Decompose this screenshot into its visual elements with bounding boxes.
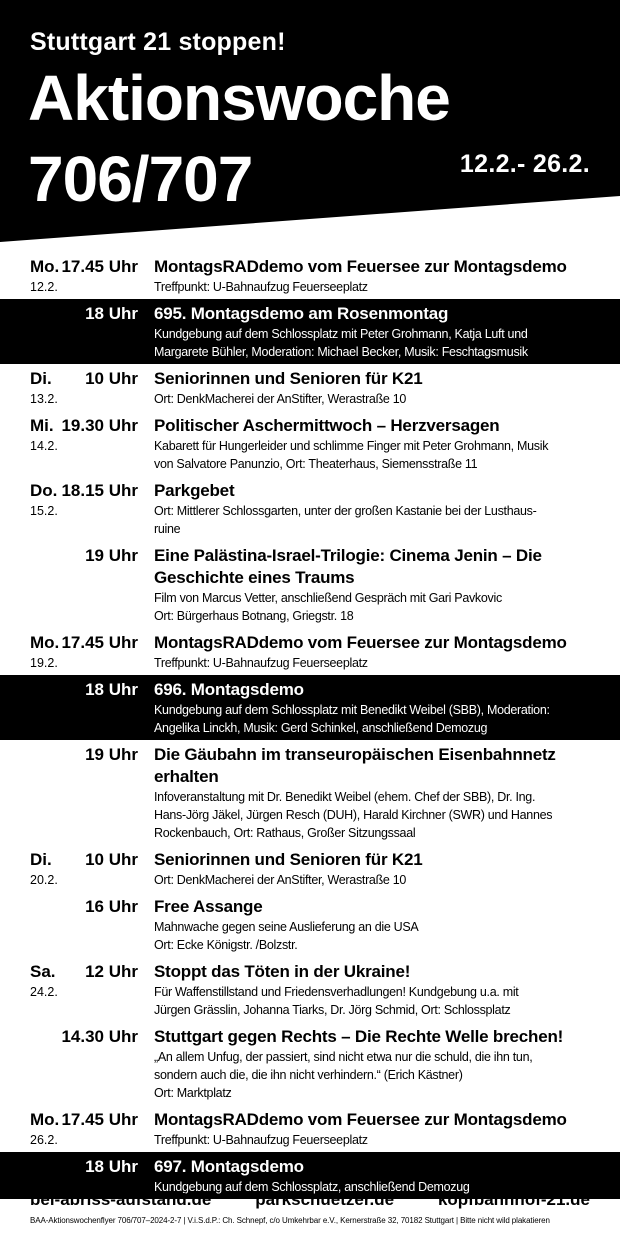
event-date: 15.2. bbox=[30, 504, 58, 518]
footer-link-bei-abriss-aufstand[interactable]: bei-abriss-aufstand.de bbox=[30, 1190, 212, 1209]
event-title: Die Gäubahn im transeuropäischen Eisenbahnnetz erhalten bbox=[154, 745, 556, 786]
event-time: 16 Uhr bbox=[85, 897, 138, 916]
event-row bbox=[0, 252, 620, 299]
event-body bbox=[154, 1109, 594, 1149]
event-title: Seniorinnen und Senioren für K21 bbox=[154, 369, 423, 388]
header-banner bbox=[0, 0, 620, 242]
event-description-line: Infoveranstaltung mit Dr. Benedikt Weibel (ehem. Chef der SBB), Dr. Ing. bbox=[154, 790, 536, 804]
event-body bbox=[154, 303, 594, 361]
event-description-line: Margarete Bühler, Moderation: Michael Becker, Musik: Feschtagsmusik bbox=[154, 345, 528, 359]
event-date: 24.2. bbox=[30, 985, 58, 999]
event-title: MontagsRADdemo vom Feuersee zur Montagsdemo bbox=[154, 633, 567, 652]
event-description-line: Rockenbauch, Ort: Rathaus, Großer Sitzungssaal bbox=[154, 826, 416, 840]
event-description-line: Ort: Ecke Königstr. /Bolzstr. bbox=[154, 938, 298, 952]
event-row bbox=[0, 299, 620, 364]
event-description-line: Kundgebung auf dem Schlossplatz, anschließend Demozug bbox=[154, 1180, 470, 1194]
event-title: Seniorinnen und Senioren für K21 bbox=[154, 850, 423, 869]
event-description-line: Kundgebung auf dem Schlossplatz mit Benedikt Weibel (SBB), Moderation: bbox=[154, 703, 550, 717]
event-title: MontagsRADdemo vom Feuersee zur Montagsdemo bbox=[154, 257, 567, 276]
event-time: 18.15 Uhr bbox=[61, 481, 138, 500]
event-date: 26.2. bbox=[30, 1133, 58, 1147]
event-weekday: Di. bbox=[30, 850, 52, 869]
event-time: 17.45 Uhr bbox=[61, 1110, 138, 1129]
event-row bbox=[0, 675, 620, 740]
event-title: 695. Montagsdemo am Rosenmontag bbox=[154, 304, 449, 323]
event-date: 14.2. bbox=[30, 439, 58, 453]
header-subtitle: Stuttgart 21 stoppen! bbox=[30, 28, 286, 56]
event-description-line: Ort: DenkMacherei der AnStifter, Werastraße 10 bbox=[154, 392, 407, 406]
event-row bbox=[0, 541, 620, 628]
event-body bbox=[154, 1026, 594, 1102]
event-time: 19.30 Uhr bbox=[61, 416, 138, 435]
event-time: 12 Uhr bbox=[85, 962, 138, 981]
event-row bbox=[0, 476, 620, 541]
event-weekday: Sa. bbox=[30, 962, 56, 981]
event-description-line: Kundgebung auf dem Schlossplatz mit Peter Grohmann, Katja Luft und bbox=[154, 327, 528, 341]
event-description-line: Treffpunkt: U-Bahnaufzug Feuerseeplatz bbox=[154, 656, 368, 670]
event-row bbox=[0, 411, 620, 476]
event-description-line: „An allem Unfug, der passiert, sind nicht etwa nur die schuld, die ihn tun, bbox=[154, 1050, 533, 1064]
event-body bbox=[154, 896, 594, 954]
event-title: Stoppt das Töten in der Ukraine! bbox=[154, 962, 411, 981]
event-description-line: Treffpunkt: U-Bahnaufzug Feuerseeplatz bbox=[154, 1133, 368, 1147]
event-body bbox=[154, 632, 594, 672]
event-time: 18 Uhr bbox=[85, 304, 138, 323]
event-body bbox=[154, 545, 594, 625]
event-title: 696. Montagsdemo bbox=[154, 680, 304, 699]
footer-link-parkschuetzer[interactable]: parkschuetzer.de bbox=[255, 1190, 395, 1209]
event-description-line: Mahnwache gegen seine Auslieferung an die USA bbox=[154, 920, 419, 934]
header-date-range: 12.2.- 26.2. bbox=[459, 150, 590, 178]
header-title: Aktionswoche bbox=[28, 62, 450, 134]
event-description-line: sondern auch die, die ihn nicht verhindern.“ (Erich Kästner) bbox=[154, 1068, 463, 1082]
event-body bbox=[154, 849, 594, 889]
event-time: 18 Uhr bbox=[85, 1157, 138, 1176]
event-body bbox=[154, 744, 594, 842]
event-time: 10 Uhr bbox=[85, 369, 138, 388]
event-time: 17.45 Uhr bbox=[61, 257, 138, 276]
event-time: 17.45 Uhr bbox=[61, 633, 138, 652]
event-title: Free Assange bbox=[154, 897, 263, 916]
event-row bbox=[0, 1105, 620, 1152]
event-body bbox=[154, 480, 594, 538]
event-row bbox=[0, 892, 620, 957]
event-body bbox=[154, 415, 594, 473]
event-title: Stuttgart gegen Rechts – Die Rechte Welle brechen! bbox=[154, 1027, 564, 1046]
event-row bbox=[0, 1022, 620, 1105]
event-description-line: Angelika Linckh, Musik: Gerd Schinkel, anschließend Demozug bbox=[154, 721, 488, 735]
event-description-line: Treffpunkt: U-Bahnaufzug Feuerseeplatz bbox=[154, 280, 368, 294]
event-weekday: Mi. bbox=[30, 416, 54, 435]
footer bbox=[0, 1186, 620, 1252]
event-time: 19 Uhr bbox=[85, 745, 138, 764]
event-row bbox=[0, 628, 620, 675]
event-weekday: Mo. bbox=[30, 1110, 60, 1129]
event-date: 19.2. bbox=[30, 656, 58, 670]
footer-link-kopfbahnhof-21[interactable]: kopfbahnhof-21.de bbox=[437, 1190, 590, 1209]
event-weekday: Mo. bbox=[30, 257, 60, 276]
event-date: 20.2. bbox=[30, 873, 58, 887]
event-description-line: Für Waffenstillstand und Friedensverhadlungen! Kundgebung u.a. mit bbox=[154, 985, 519, 999]
event-description-line: Ort: Mittlerer Schlossgarten, unter der großen Kastanie bei der Lusthaus- bbox=[154, 504, 537, 518]
event-description-line: Ort: DenkMacherei der AnStifter, Werastraße 10 bbox=[154, 873, 407, 887]
event-description-line: Kabarett für Hungerleider und schlimme Finger mit Peter Grohmann, Musik bbox=[154, 439, 549, 453]
event-title: Eine Palästina-Israel-Trilogie: Cinema Jenin – Die Geschichte eines Traums bbox=[154, 546, 542, 587]
event-time: 18 Uhr bbox=[85, 680, 138, 699]
event-time: 14.30 Uhr bbox=[61, 1027, 138, 1046]
event-description-line: Jürgen Grässlin, Johanna Tiarks, Dr. Jörg Schmid, Ort: Schlossplatz bbox=[154, 1003, 511, 1017]
event-row bbox=[0, 957, 620, 1022]
event-description-line: Ort: Bürgerhaus Botnang, Griegstr. 18 bbox=[154, 609, 354, 623]
header-number: 706/707 bbox=[28, 143, 253, 215]
event-description-line: Ort: Marktplatz bbox=[154, 1086, 232, 1100]
event-time: 19 Uhr bbox=[85, 546, 138, 565]
event-body bbox=[154, 256, 594, 296]
footer-imprint: BAA-Aktionswochenflyer 706/707–2024-2-7 | V.i.S.d.P.: Ch. Schnepf, c/o Umkehrbar e.V., Kernerstraße 32, 70182 Stuttgart | Bitte nicht wild plakatieren bbox=[30, 1216, 550, 1225]
event-weekday: Di. bbox=[30, 369, 52, 388]
event-date: 13.2. bbox=[30, 392, 58, 406]
event-title: MontagsRADdemo vom Feuersee zur Montagsdemo bbox=[154, 1110, 567, 1129]
event-row bbox=[0, 845, 620, 892]
event-title: 697. Montagsdemo bbox=[154, 1157, 304, 1176]
event-list bbox=[0, 252, 620, 1199]
event-date: 12.2. bbox=[30, 280, 58, 294]
event-weekday: Mo. bbox=[30, 633, 60, 652]
event-title: Parkgebet bbox=[154, 481, 235, 500]
event-time: 10 Uhr bbox=[85, 850, 138, 869]
event-weekday: Do. bbox=[30, 481, 58, 500]
footer-links bbox=[30, 1190, 590, 1210]
event-description-line: Hans-Jörg Jäkel, Jürgen Resch (DUH), Harald Kirchner (SWR) und Hannes bbox=[154, 808, 553, 822]
event-body bbox=[154, 679, 594, 737]
event-row bbox=[0, 740, 620, 845]
event-description-line: ruine bbox=[154, 522, 181, 536]
event-row bbox=[0, 364, 620, 411]
event-description-line: Film von Marcus Vetter, anschließend Gespräch mit Gari Pavkovic bbox=[154, 591, 502, 605]
event-body bbox=[154, 368, 594, 408]
event-title: Politischer Aschermittwoch – Herzversagen bbox=[154, 416, 500, 435]
event-description-line: von Salvatore Panunzio, Ort: Theaterhaus, Siemensstraße 11 bbox=[154, 457, 478, 471]
event-body bbox=[154, 961, 594, 1019]
